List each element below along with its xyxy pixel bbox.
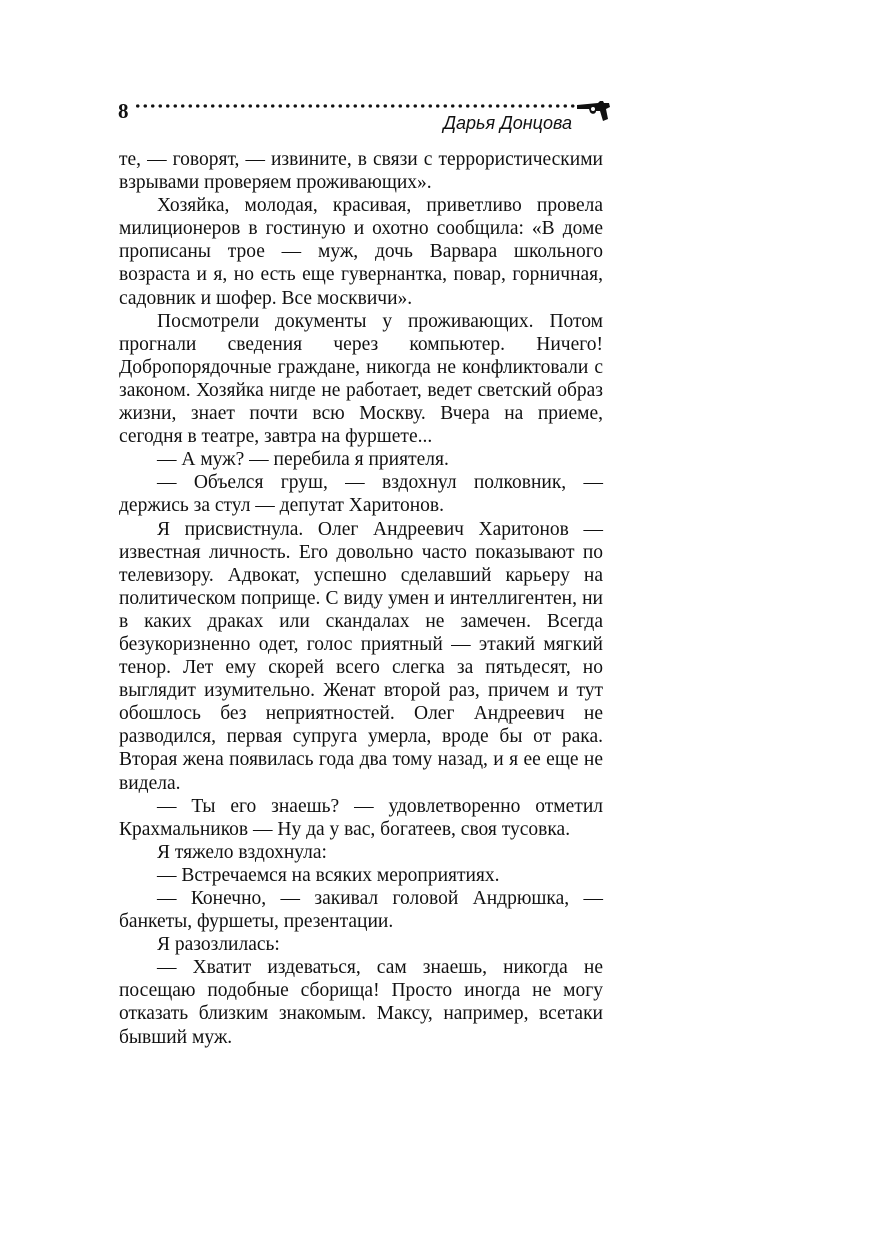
running-title: Дарья Донцова [443,113,572,133]
paragraph: Хозяйка, молодая, красивая, приветливо провела милиционеров в гостиную и охотно сообщила: «В доме прописаны трое — муж, дочь Варвара школьного возраста и я, но есть еще гувернантка, повар, горничная, садовник и шофер. Все москвичи». [119,195,603,309]
paragraph: те, — говорят, — извините, в связи с террористическими взрывами проверяем проживающих». [119,149,603,194]
paragraph: — Встречаемся на всяких мероприятиях. [157,864,500,886]
paragraph: Я присвистнула. Олег Андреевич Харитонов — известная личность. Его довольно часто показывают по телевизору. Адвокат, успешно сделавший карьеру на политическом поприще. С виду умен и интеллигентен, ни в каких драках или скандалах не замечен. Всегда безукоризненно одет, голос приятный — этакий мягкий тенор. Лет ему скорей всего слегка за пятьдесят, но выглядит изумительно. Женат второй раз, причем и тут обошлось без неприятностей. Олег Андреевич не разводился, первая супруга умерла, вроде бы от рака. Вторая жена появилась года два тому назад, и я ее еще не видела. [119,518,603,794]
revolver-icon [576,99,612,125]
paragraph: Посмотрели документы у проживающих. Потом прогнали сведения через компьютер. Ничего! Добропорядочные граждане, никогда не конфликтовали с законом. Хозяйка нигде не работает, ведет светский образ жизни, знает почти всю Москву. Вчера на приеме, сегодня в театре, завтра на фуршете... [119,310,603,448]
paragraph: — Конечно, — закивал головой Андрюшка, — банкеты, фуршеты, презентации. [119,888,603,933]
dotted-rule [134,103,579,109]
paragraph: Я разозлилась: [157,934,280,956]
paragraph: — Ты его знаешь? — удовлетворенно отметил Крахмальников — Ну да у вас, богатеев, своя тусовка. [119,795,603,840]
page-number: 8 [118,99,129,123]
paragraph: — Объелся груш, — вздохнул полковник, — держись за стул — депутат Харитонов. [119,472,603,517]
paragraph: Я тяжело вздохнула: [157,841,327,863]
body-text [119,148,603,1049]
paragraph: — Хватит издеваться, сам знаешь, никогда не посещаю подобные сборища! Просто иногда не могу отказать близким знакомым. Максу, например, всетаки бывший муж. [119,957,603,1048]
paragraph: — А муж? — перебила я приятеля. [157,449,449,471]
